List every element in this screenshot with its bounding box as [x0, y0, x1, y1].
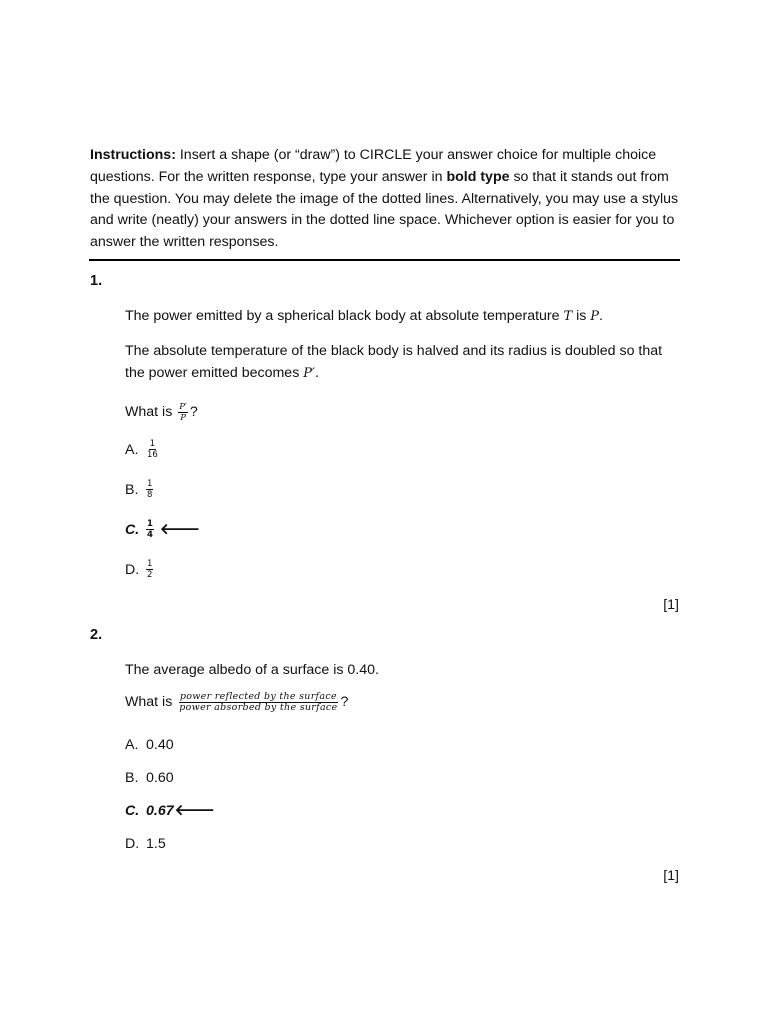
- fraction-numerator: power reflected by the surface: [179, 690, 337, 702]
- option-letter: D.: [125, 835, 140, 852]
- q2-option-a[interactable]: [125, 735, 680, 755]
- option-letter: C.: [125, 521, 140, 538]
- question-2-prompt: [125, 691, 680, 713]
- option-letter: B.: [125, 769, 139, 786]
- option-fraction: [146, 439, 159, 460]
- q1-option-a[interactable]: [125, 437, 680, 463]
- question-1-marks: [1]: [663, 596, 679, 613]
- q2-text: What is: [125, 693, 177, 710]
- option-value: 0.60: [146, 769, 174, 786]
- option-fraction: [146, 519, 154, 540]
- question-1-line-1: [125, 305, 680, 328]
- q2-text: ?: [340, 693, 349, 710]
- fraction-numerator: 1: [149, 439, 156, 450]
- question-2-line-1: The average albedo of a surface is 0.40.: [125, 661, 379, 678]
- var-P: P: [590, 308, 600, 324]
- q2-option-c-selected[interactable]: [125, 801, 680, 821]
- option-letter: C.: [125, 802, 140, 819]
- var-P-prime: P′: [303, 365, 315, 381]
- fraction-numerator: P′: [179, 401, 187, 412]
- fraction-numerator: 1: [147, 479, 153, 490]
- fraction-p-prime-over-p: [178, 402, 188, 423]
- option-value: 1.5: [146, 835, 166, 852]
- q1-option-b[interactable]: [125, 477, 680, 503]
- q1-text: .: [314, 364, 319, 381]
- arrow-left-icon: 🡐: [159, 521, 201, 539]
- arrow-left-icon: 🡐: [174, 802, 215, 820]
- q1-text: What is: [125, 403, 177, 420]
- fraction-denominator: power absorbed by the surface: [179, 701, 338, 713]
- question-1-line-2: [125, 340, 680, 385]
- q1-option-c-selected[interactable]: [125, 517, 680, 543]
- question-2-marks: [1]: [663, 867, 679, 884]
- option-letter: B.: [125, 481, 139, 498]
- option-letter: A.: [125, 736, 139, 753]
- fraction-denominator: 8: [147, 490, 153, 501]
- q2-option-b[interactable]: [125, 768, 680, 788]
- question-1-prompt: [125, 401, 680, 423]
- fraction-denominator: 2: [147, 570, 153, 581]
- question-1-body: [125, 305, 680, 583]
- instructions-text-1: Insert a shape (or “draw”) to CIRCLE your answer choice for multiple choice questions. For the written response, type your answer in: [90, 147, 657, 185]
- fraction-denominator: 16: [147, 450, 158, 461]
- instructions: [90, 145, 680, 254]
- fraction-numerator: 1: [147, 519, 153, 530]
- option-letter: D.: [125, 561, 140, 578]
- question-1-number: 1.: [90, 272, 103, 289]
- option-fraction: [146, 559, 153, 580]
- fraction-numerator: 1: [147, 559, 153, 570]
- fraction-reflected-over-absorbed: [178, 692, 338, 713]
- question-2-body: [125, 659, 680, 854]
- option-value: 0.40: [146, 736, 174, 753]
- option-fraction: [146, 479, 153, 500]
- instructions-text-2: so that it stands out from the question. You may delete the image of the dotted lines. Alternatively, you may use a stylus and write (neatly) your answers in the dotted line space. Whichever option is easier for you to answer the written responses.: [90, 168, 679, 251]
- q1-option-d[interactable]: [125, 557, 680, 583]
- instructions-label: Instructions:: [90, 147, 176, 163]
- q1-text: .: [599, 307, 603, 324]
- instructions-bold-type: bold type: [446, 168, 510, 185]
- option-value: 0.67: [146, 802, 174, 819]
- var-T: T: [563, 308, 573, 324]
- option-letter: A.: [125, 441, 139, 458]
- q2-option-d[interactable]: [125, 834, 680, 854]
- worksheet-page: [90, 145, 680, 884]
- fraction-denominator: P: [180, 412, 186, 423]
- q1-text: The absolute temperature of the black body is halved and its radius is doubled so that the power emitted becomes: [125, 342, 663, 381]
- divider: [89, 259, 680, 261]
- q1-text: The power emitted by a spherical black body at absolute temperature: [125, 307, 564, 324]
- q1-text: ?: [189, 403, 198, 420]
- fraction-denominator: 4: [147, 530, 153, 541]
- q1-text: is: [572, 307, 591, 324]
- question-2-number: 2.: [90, 626, 103, 643]
